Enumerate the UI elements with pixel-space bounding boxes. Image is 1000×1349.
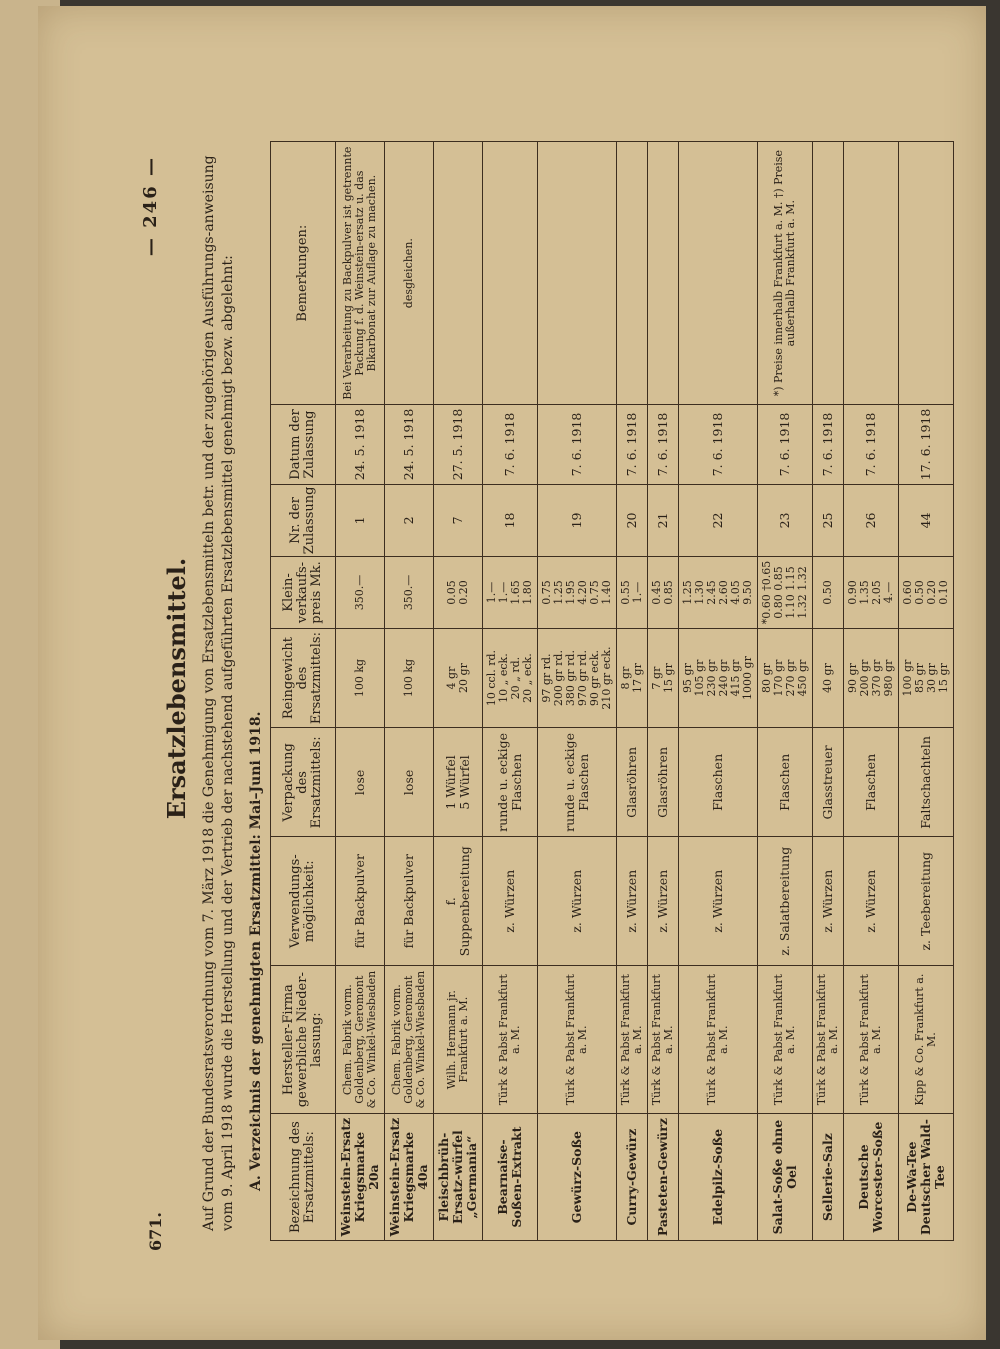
header-weight: Reingewicht des Ersatzmittels: bbox=[271, 628, 336, 728]
cell-use: z. Würzen bbox=[813, 837, 844, 966]
cell-use: für Backpulver bbox=[385, 837, 434, 966]
cell-date: 7. 6. 1918 bbox=[844, 405, 899, 484]
cell-name: Bearnaise-Soßen-Extrakt bbox=[483, 1114, 538, 1241]
header-remarks: Bemerkungen: bbox=[271, 142, 336, 405]
cell-remarks bbox=[648, 142, 679, 405]
cell-nr: 1 bbox=[336, 484, 385, 557]
cell-use: z. Würzen bbox=[483, 837, 538, 966]
cell-firm: Kipp & Co. Frankfurt a. M. bbox=[899, 966, 954, 1114]
cell-weight: 8 gr 17 gr bbox=[617, 628, 648, 728]
table-row bbox=[538, 142, 617, 1241]
cell-use: z. Würzen bbox=[844, 837, 899, 966]
header-price: Klein-verkaufs-preis Mk. bbox=[271, 557, 336, 628]
cell-remarks: *) Preise innerhalb Frankfurt a. M. †) Preise außerhalb Frankfurt a. M. bbox=[758, 142, 813, 405]
cell-date: 24. 5. 1918 bbox=[336, 405, 385, 484]
approvals-table bbox=[270, 141, 954, 1241]
rotated-page-content bbox=[140, 126, 1000, 1251]
cell-price: 350.— bbox=[336, 557, 385, 628]
cell-firm: Türk & Pabst Frankfurt a. M. bbox=[617, 966, 648, 1114]
table-row bbox=[844, 142, 899, 1241]
cell-remarks bbox=[538, 142, 617, 405]
cell-pack: Glasstreuer bbox=[813, 728, 844, 837]
cell-use: f. Suppenbereitung bbox=[434, 837, 483, 966]
list-subtitle: A. Verzeichnis der genehmigten Ersatzmittel: Mai–Juni 1918. bbox=[248, 711, 264, 1191]
cell-date: 7. 6. 1918 bbox=[679, 405, 758, 484]
cell-remarks bbox=[617, 142, 648, 405]
header-pack: Verpackung des Ersatzmittels: bbox=[271, 728, 336, 837]
page-title: Ersatzlebensmittel. bbox=[162, 557, 191, 820]
cell-weight: 40 gr bbox=[813, 628, 844, 728]
cell-nr: 44 bbox=[899, 484, 954, 557]
cell-firm: Türk & Pabst Frankfurt a. M. bbox=[844, 966, 899, 1114]
cell-price: 0.05 0.20 bbox=[434, 557, 483, 628]
cell-pack: Glasröhren bbox=[617, 728, 648, 837]
cell-firm: Chem. Fabrik vorm. Goldenberg, Geromont & Co. Winkel-Wiesbaden bbox=[336, 966, 385, 1114]
header-nr: Nr. der Zulassung bbox=[271, 484, 336, 557]
cell-price: 1.25 1.30 2.45 2.60 4.05 9.50 bbox=[679, 557, 758, 628]
cell-pack: runde u. eckige Flaschen bbox=[483, 728, 538, 837]
cell-weight: 100 kg bbox=[385, 628, 434, 728]
cell-use: für Backpulver bbox=[336, 837, 385, 966]
cell-weight: 4 gr 20 gr bbox=[434, 628, 483, 728]
cell-name: Salat-Soße ohne Oel bbox=[758, 1114, 813, 1241]
cell-use: z. Salatbereitung bbox=[758, 837, 813, 966]
cell-weight: 90 gr 200 gr 370 gr 980 gr bbox=[844, 628, 899, 728]
header-name: Bezeichnung des Ersatzmittels: bbox=[271, 1114, 336, 1241]
cell-firm: Chem. Fabrik vorm. Goldenberg, Geromont & Co. Winkel-Wiesbaden bbox=[385, 966, 434, 1114]
cell-nr: 19 bbox=[538, 484, 617, 557]
cell-name: De-Wa-Tee Deutscher Wald-Tee bbox=[899, 1114, 954, 1241]
header-firm: Hersteller-Firma gewerbliche Nieder-lassung: bbox=[271, 966, 336, 1114]
cell-firm: Wilh. Hermann jr. Frankfurt a. M. bbox=[434, 966, 483, 1114]
cell-name: Fleischbrüh-Ersatz-würfel „Germania“ bbox=[434, 1114, 483, 1241]
cell-weight: 95 gr 105 gr 230 gr 240 gr 415 gr 1000 gr bbox=[679, 628, 758, 728]
cell-weight: 7 gr 15 gr bbox=[648, 628, 679, 728]
table-row bbox=[899, 142, 954, 1241]
cell-remarks bbox=[679, 142, 758, 405]
cell-date: 7. 6. 1918 bbox=[758, 405, 813, 484]
cell-remarks bbox=[844, 142, 899, 405]
cell-price: 0.55 1.— bbox=[617, 557, 648, 628]
cell-use: z. Würzen bbox=[538, 837, 617, 966]
cell-pack: Faltschachteln bbox=[899, 728, 954, 837]
table-row bbox=[434, 142, 483, 1241]
cell-weight: 100 gr 85 gr 30 gr 15 gr bbox=[899, 628, 954, 728]
cell-pack: Flaschen bbox=[758, 728, 813, 837]
cell-name: Gewürz-Soße bbox=[538, 1114, 617, 1241]
cell-firm: Türk & Pabst Frankfurt a. M. bbox=[679, 966, 758, 1114]
cell-pack: Flaschen bbox=[679, 728, 758, 837]
cell-price: 0.45 0.85 bbox=[648, 557, 679, 628]
cell-price: 0.75 1.25 1.95 4.20 0.75 1.40 bbox=[538, 557, 617, 628]
cell-date: 7. 6. 1918 bbox=[617, 405, 648, 484]
cell-weight: 97 gr rd. 200 gr rd. 380 gr rd. 970 gr rd. 90 gr eck. 210 gr eck. bbox=[538, 628, 617, 728]
cell-weight: 80 gr 170 gr 270 gr 450 gr bbox=[758, 628, 813, 728]
cell-nr: 20 bbox=[617, 484, 648, 557]
cell-use: z. Würzen bbox=[617, 837, 648, 966]
cell-pack: 1 Würfel 5 Würfel bbox=[434, 728, 483, 837]
page-number: — 246 — bbox=[140, 156, 161, 257]
cell-price: 0.90 1.35 2.05 4.— bbox=[844, 557, 899, 628]
cell-firm: Türk & Pabst Frankfurt a. M. bbox=[538, 966, 617, 1114]
cell-name: Curry-Gewürz bbox=[617, 1114, 648, 1241]
cell-nr: 25 bbox=[813, 484, 844, 557]
table-row bbox=[648, 142, 679, 1241]
header-use: Verwendungs-möglichkeit: bbox=[271, 837, 336, 966]
cell-firm: Türk & Pabst Frankfurt a. M. bbox=[813, 966, 844, 1114]
table-row bbox=[679, 142, 758, 1241]
cell-price: 1.— 1.— 1.65 1.80 bbox=[483, 557, 538, 628]
table-row bbox=[813, 142, 844, 1241]
cell-remarks: desgleichen. bbox=[385, 142, 434, 405]
cell-remarks bbox=[483, 142, 538, 405]
cell-firm: Türk & Pabst Frankfurt a. M. bbox=[483, 966, 538, 1114]
cell-price: 0.60 0.50 0.20 0.10 bbox=[899, 557, 954, 628]
cell-pack: lose bbox=[385, 728, 434, 837]
cell-nr: 2 bbox=[385, 484, 434, 557]
cell-firm: Türk & Pabst Frankfurt a. M. bbox=[648, 966, 679, 1114]
cell-nr: 22 bbox=[679, 484, 758, 557]
cell-date: 7. 6. 1918 bbox=[813, 405, 844, 484]
cell-remarks bbox=[813, 142, 844, 405]
cell-nr: 7 bbox=[434, 484, 483, 557]
intro-paragraph: Auf Grund der Bundesratsverordnung vom 7. März 1918 die Genehmigung von Ersatzlebensmitteln betr. und der zugehörigen Ausführungs-anweisung vom 9. April 1918 wurde die Herstellung und der Vertrieb der nachstehend aufgeführten Ersatzlebensmittel genehmigt bezw. abgelehnt: bbox=[201, 155, 236, 1231]
cell-weight: 10 ccl. rd. 10 „ eck. 20 „ rd. 20 „ eck. bbox=[483, 628, 538, 728]
cell-use: z. Teebereitung bbox=[899, 837, 954, 966]
table-row bbox=[385, 142, 434, 1241]
cell-pack: Glasröhren bbox=[648, 728, 679, 837]
table-row bbox=[483, 142, 538, 1241]
cell-nr: 23 bbox=[758, 484, 813, 557]
cell-date: 7. 6. 1918 bbox=[538, 405, 617, 484]
cell-name: Pasteten-Gewürz bbox=[648, 1114, 679, 1241]
table-header-row bbox=[271, 142, 336, 1241]
cell-pack: Flaschen bbox=[844, 728, 899, 837]
table-row bbox=[617, 142, 648, 1241]
cell-name: Weinstein-Ersatz Kriegsmarke 40a bbox=[385, 1114, 434, 1241]
cell-name: Edelpilz-Soße bbox=[679, 1114, 758, 1241]
cell-remarks: Bei Verarbeitung zu Backpulver ist getrennte Packung f. d. Weinstein-ersatz u. das Bikarbonat zur Auflage zu machen. bbox=[336, 142, 385, 405]
cell-pack: runde u. eckige Flaschen bbox=[538, 728, 617, 837]
cell-nr: 21 bbox=[648, 484, 679, 557]
header-date: Datum der Zulassung bbox=[271, 405, 336, 484]
cell-pack: lose bbox=[336, 728, 385, 837]
section-number: 671. bbox=[146, 1212, 165, 1251]
cell-date: 27. 5. 1918 bbox=[434, 405, 483, 484]
cell-date: 7. 6. 1918 bbox=[483, 405, 538, 484]
cell-name: Weinstein-Ersatz Kriegsmarke 20a bbox=[336, 1114, 385, 1241]
cell-use: z. Würzen bbox=[679, 837, 758, 966]
cell-nr: 18 bbox=[483, 484, 538, 557]
cell-weight: 100 kg bbox=[336, 628, 385, 728]
cell-firm: Türk & Pabst Frankfurt a. M. bbox=[758, 966, 813, 1114]
cell-nr: 26 bbox=[844, 484, 899, 557]
cell-name: Sellerie-Salz bbox=[813, 1114, 844, 1241]
cell-name: Deutsche Worcester-Soße bbox=[844, 1114, 899, 1241]
cell-date: 17. 6. 1918 bbox=[899, 405, 954, 484]
cell-price: *0.60 †0.65 0.80 0.85 1.10 1.15 1.32 1.32 bbox=[758, 557, 813, 628]
page-sheet bbox=[38, 6, 986, 1340]
cell-use: z. Würzen bbox=[648, 837, 679, 966]
cell-remarks bbox=[899, 142, 954, 405]
cell-price: 350.— bbox=[385, 557, 434, 628]
cell-remarks bbox=[434, 142, 483, 405]
cell-date: 24. 5. 1918 bbox=[385, 405, 434, 484]
table-row bbox=[758, 142, 813, 1241]
cell-date: 7. 6. 1918 bbox=[648, 405, 679, 484]
cell-price: 0.50 bbox=[813, 557, 844, 628]
table-row bbox=[336, 142, 385, 1241]
